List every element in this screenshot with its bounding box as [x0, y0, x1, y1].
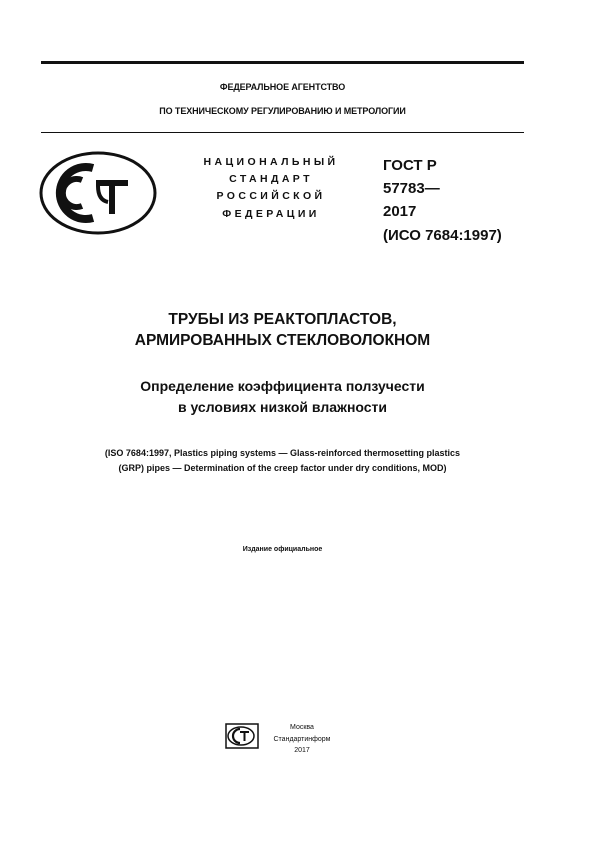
top-rule-thin — [41, 132, 524, 133]
subtitle-line-2: в условиях низкой влажности — [177, 399, 388, 415]
title-line-1: ТРУБЫ ИЗ РЕАКТОПЛАСТОВ, — [168, 311, 397, 328]
original-title-line-1: (ISO 7684:1997, Plastics piping systems — Glass-reinforced thermosetting plastics — [104, 448, 461, 458]
original-title-line-2: (GRP) pipes — Determination of the creep factor under dry conditions, MOD) — [118, 463, 447, 473]
publisher-year: 2017 — [294, 747, 310, 754]
subtitle-line-1: Определение коэффициента ползучести — [140, 378, 425, 394]
publisher-name: Стандартинформ — [273, 736, 331, 743]
standard-type-2: СТАНДАРТ — [229, 173, 313, 185]
designation-line-1: ГОСТ Р — [383, 157, 437, 174]
rst-logo-icon — [38, 150, 158, 236]
agency-line-1: ФЕДЕРАЛЬНОЕ АГЕНТСТВО — [219, 82, 346, 92]
standard-type-4: ФЕДЕРАЦИИ — [222, 208, 320, 220]
publisher-city: Москва — [290, 724, 314, 731]
standard-type-3: РОССИЙСКОЙ — [216, 190, 326, 202]
agency-line-2: ПО ТЕХНИЧЕСКОМУ РЕГУЛИРОВАНИЮ И МЕТРОЛОГИИ — [159, 106, 406, 116]
top-rule-thick — [41, 61, 524, 64]
standard-type-1: НАЦИОНАЛЬНЫЙ — [203, 156, 339, 168]
title-line-2: АРМИРОВАННЫХ СТЕКЛОВОЛОКНОМ — [134, 332, 431, 349]
designation-line-2: 57783— — [383, 180, 440, 197]
edition-label: Издание официальное — [242, 546, 323, 553]
designation-line-3: 2017 — [383, 203, 417, 220]
standartinform-logo-icon — [224, 722, 260, 750]
designation-line-4: (ИСО 7684:1997) — [383, 227, 502, 244]
